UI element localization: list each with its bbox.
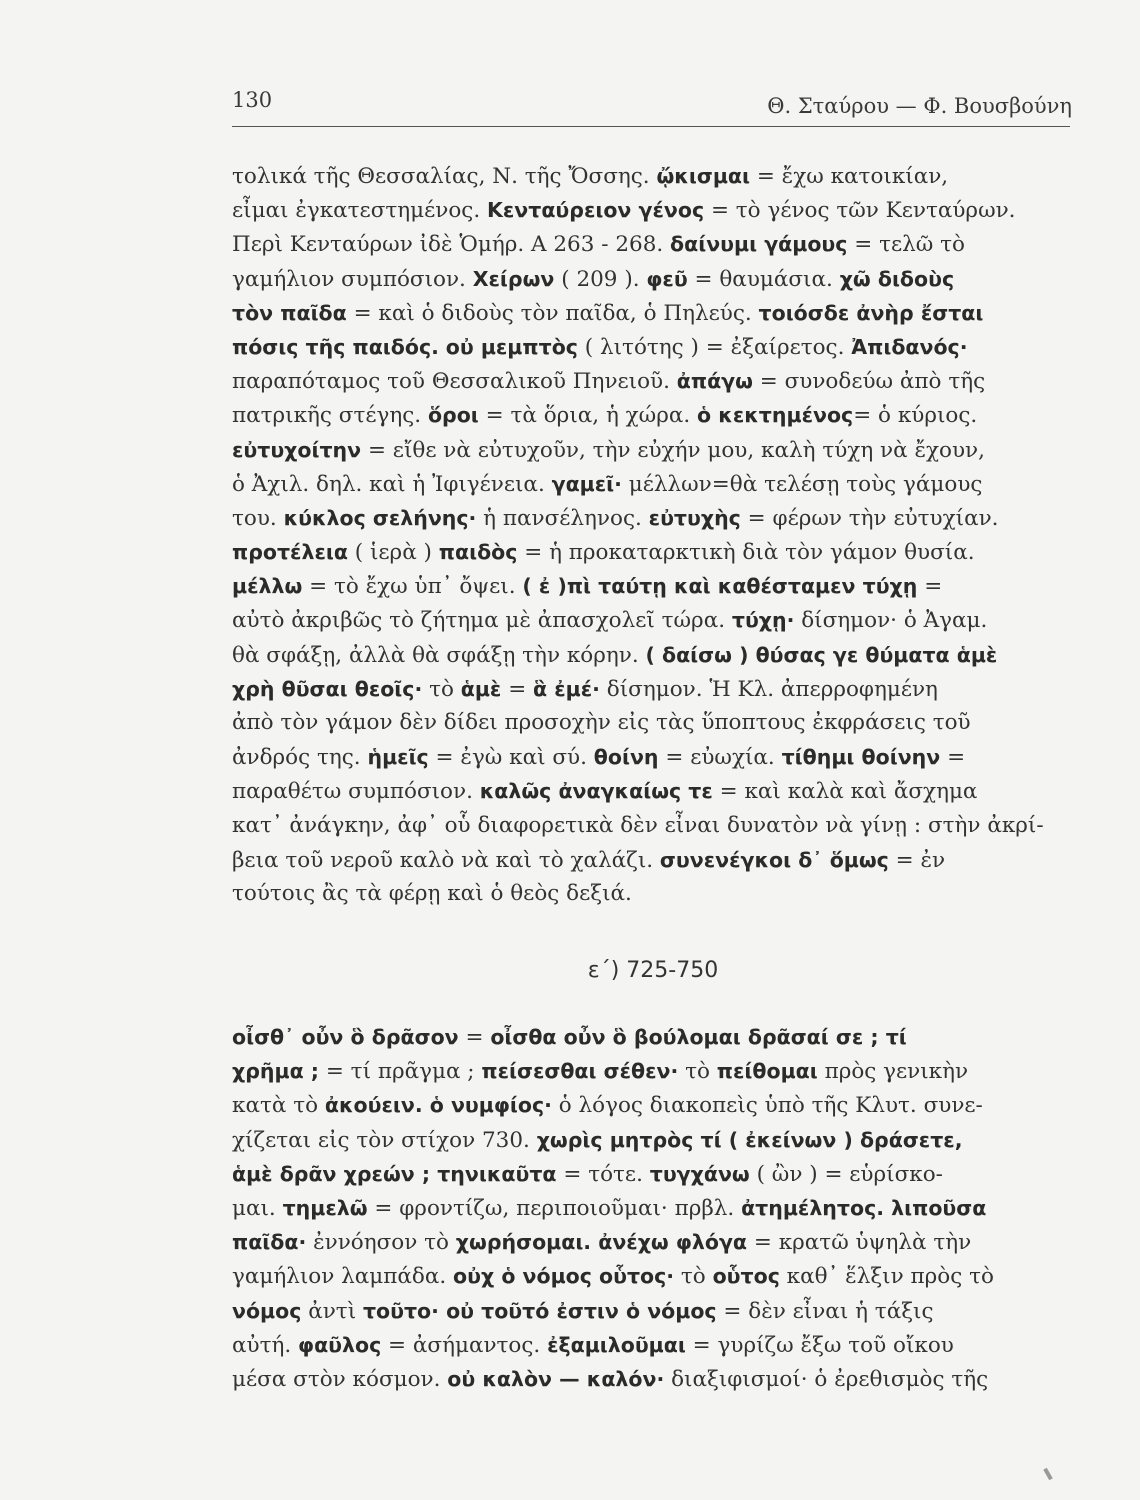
- lemma-term: Ἀπιδανός·: [851, 334, 968, 359]
- text-line: [232, 1191, 1074, 1225]
- gloss-text: Περὶ Κενταύρων ἰδὲ Ὁμήρ. Α 263 - 268.: [232, 232, 671, 258]
- text-line: [232, 1328, 1074, 1362]
- lemma-term: οἶσθα οὖν ὃ βούλομαι δρᾶσαί σε ; τί: [490, 1025, 907, 1049]
- gloss-text: θὰ σφάξῃ, ἀλλὰ θὰ σφάξῃ τὴν κόρην.: [232, 642, 646, 668]
- lemma-term: χῶ διδοὺς: [839, 266, 955, 291]
- gloss-text: = θαυμάσια.: [687, 266, 840, 292]
- gloss-text: κατ᾽ ἀνάγκην, ἀφ᾽ οὗ διαφορετικὰ δὲν εἶναι δυνατὸν νὰ γίνῃ : στὴν ἀκρί-: [232, 812, 1044, 838]
- lemma-term: ( δαίσω ) θύσας γε θύματα ἁμὲ: [645, 642, 998, 667]
- text-line: [232, 1123, 1074, 1157]
- gloss-text: παραθέτω συμπόσιον.: [232, 779, 480, 805]
- gloss-text: τολικά τῆς Θεσσαλίας, Ν. τῆς Ὄσσης.: [232, 164, 657, 189]
- lemma-term: θοίνη: [593, 745, 659, 770]
- lemma-term: τὸν παῖδα: [232, 300, 347, 325]
- lemma-term: οὐχ ὁ νόμος οὗτος·: [453, 1264, 675, 1289]
- gloss-text: = καὶ ὁ διδοὺς τὸν παῖδα, ὁ Πηλεύς.: [346, 300, 759, 326]
- lemma-term: τυγχάνω: [649, 1161, 750, 1186]
- text-line: [232, 193, 1074, 227]
- gloss-text: = τὰ ὅρια, ἡ χώρα.: [478, 403, 698, 429]
- gloss-text: = γυρίζω ἔξω τοῦ οἴκου: [685, 1332, 954, 1358]
- text-line: [232, 1088, 1074, 1122]
- gloss-text: = ἔχω κατοικίαν,: [749, 164, 949, 189]
- lemma-term: παῖδα·: [232, 1230, 307, 1255]
- text-line: [232, 740, 1074, 774]
- gloss-text: γαμήλιον συμπόσιον.: [232, 266, 473, 292]
- text-line: [232, 433, 1074, 467]
- gloss-text: = τὸ ἔχω ὑπ᾽ ὄψει.: [302, 574, 523, 600]
- text-line: [232, 1362, 1074, 1396]
- lemma-term: προτέλεια: [232, 540, 348, 565]
- lemma-term: ᾤκισμαι: [656, 164, 750, 188]
- text-line: [232, 1225, 1074, 1259]
- gloss-text: [439, 335, 446, 360]
- gloss-text: αὐτὸ ἀκριβῶς τὸ ζήτημα μὲ ἀπασχολεῖ τώρα.: [232, 608, 732, 634]
- lemma-term: ἀπάγω: [676, 369, 753, 394]
- lemma-term: Κενταύρειον γένος: [487, 198, 705, 223]
- gloss-text: ( 209 ).: [554, 266, 647, 292]
- lemma-term: ἡμεῖς: [367, 745, 429, 770]
- lemma-term: οὐ καλὸν — καλόν·: [447, 1366, 665, 1391]
- text-line: [232, 364, 1074, 398]
- text-line: [232, 672, 1074, 706]
- page-number: 130: [232, 88, 273, 112]
- text-line: [232, 603, 1074, 637]
- lemma-term: μέλλω: [232, 574, 303, 599]
- gloss-text: μέσα στὸν κόσμον.: [232, 1366, 448, 1392]
- lemma-term: χρῆμα ;: [232, 1059, 319, 1084]
- gloss-text: γαμήλιον λαμπάδα.: [232, 1264, 454, 1290]
- text-line: [232, 159, 1074, 193]
- gloss-text: =: [458, 1025, 491, 1050]
- gloss-text: ὁ λόγος διακοπεὶς ὑπὸ τῆς Κλυτ. συνε-: [551, 1093, 983, 1119]
- text-line: [232, 877, 1074, 911]
- lemma-term: ἁμὲ: [460, 676, 502, 701]
- gloss-text: = κρατῶ ὑψηλὰ τὴν: [747, 1230, 972, 1256]
- gloss-text: = φροντίζω, περιποιοῦμαι· πρβλ.: [367, 1195, 742, 1221]
- lemma-term: οἶσθ᾽ οὖν ὃ δρᾶσον: [232, 1025, 459, 1049]
- lemma-term: ἁμὲ δρᾶν χρεών ; τηνικαῦτα: [232, 1161, 557, 1186]
- text-line: [232, 398, 1074, 432]
- gloss-text: μαι.: [232, 1195, 283, 1221]
- lemma-term: πόσις τῆς παιδός.: [232, 334, 439, 359]
- commentary-paragraph-2: [232, 1020, 1074, 1396]
- lemma-term: χρὴ θῦσαι θεοῖς·: [232, 676, 423, 701]
- lemma-term: φεῦ: [646, 266, 688, 291]
- gloss-text: = ἐγὼ καὶ σύ.: [428, 745, 594, 771]
- gloss-text: τὸ: [678, 1059, 717, 1085]
- lemma-term: τοῦτο· οὐ τοῦτό ἐστιν ὁ νόμος: [362, 1298, 717, 1323]
- lemma-term: ὁ κεκτημένος: [697, 403, 854, 428]
- commentary-paragraph-1: [232, 159, 1074, 911]
- lemma-term: καλῶς ἀναγκαίως τε: [479, 779, 713, 804]
- gloss-text: χίζεται εἰς τὸν στίχον 730.: [232, 1127, 537, 1153]
- gloss-text: = τί πρᾶγμα ;: [319, 1059, 482, 1085]
- text-line: [232, 809, 1074, 843]
- text-line: [232, 1259, 1074, 1293]
- gloss-text: ( ὢν ) = εὑρίσκο-: [749, 1161, 943, 1187]
- text-line: [232, 296, 1074, 330]
- gloss-text: εἶμαι ἐγκατεστημένος.: [232, 198, 487, 224]
- lemma-term: Χείρων: [472, 266, 555, 291]
- lemma-term: δαίνυμι γάμους: [670, 232, 848, 257]
- gloss-text: ἡ πανσέληνος.: [476, 505, 649, 531]
- lemma-term: ( ἐ )πὶ ταύτῃ καὶ καθέσταμεν τύχῃ: [522, 574, 918, 599]
- lemma-term: εὐτυχοίτην: [232, 437, 362, 462]
- gloss-text: =: [940, 745, 966, 771]
- text-line: [232, 706, 1074, 740]
- gloss-text: =: [501, 676, 534, 702]
- gloss-text: = ἀσήμαντος.: [381, 1332, 548, 1358]
- lemma-term: χωρήσομαι. ἀνέχω φλόγα: [455, 1230, 748, 1255]
- gloss-text: = ἐν: [888, 847, 946, 873]
- lemma-term: ὅροι: [427, 403, 479, 428]
- text-line: [232, 501, 1074, 535]
- section-heading: ε΄) 725-750: [587, 958, 719, 983]
- gloss-text: δίσημον. Ἡ Κλ. ἀπερροφημένη: [599, 676, 938, 702]
- lemma-term: πείθομαι: [716, 1059, 818, 1084]
- lemma-term: ἐξαμιλοῦμαι: [547, 1332, 686, 1357]
- lemma-term: πείσεσθαι σέθεν·: [481, 1059, 679, 1084]
- gloss-text: = τότε.: [556, 1161, 650, 1187]
- gloss-text: παραπόταμος τοῦ Θεσσαλικοῦ Πηνειοῦ.: [232, 369, 677, 395]
- lemma-term: συνενέγκοι δ᾽ ὅμως: [659, 847, 889, 872]
- page-header: [232, 88, 1072, 122]
- lemma-term: φαῦλος: [298, 1332, 382, 1357]
- text-line: [232, 843, 1074, 877]
- header-rule: [232, 126, 1070, 127]
- scan-mark: [1043, 1468, 1052, 1480]
- gloss-text: = συνοδεύω ἀπὸ τῆς: [752, 369, 986, 395]
- text-line: [232, 330, 1074, 364]
- lemma-term: τημελῶ: [282, 1195, 368, 1220]
- gloss-text: δίσημον· ὁ Ἀγαμ.: [794, 608, 988, 634]
- running-head: Θ. Σταύρου — Φ. Βουσβούνη: [767, 94, 1072, 118]
- gloss-text: = δὲν εἶναι ἡ τάξις: [716, 1298, 934, 1324]
- text-line: [232, 1020, 1074, 1054]
- gloss-text: τὸ: [422, 676, 461, 702]
- lemma-term: παιδὸς: [438, 540, 518, 565]
- text-line: [232, 569, 1074, 603]
- gloss-text: βεια τοῦ νεροῦ καλὸ νὰ καὶ τὸ χαλάζι.: [232, 847, 660, 873]
- text-line: [232, 1157, 1074, 1191]
- gloss-text: = ὁ κύριος.: [853, 403, 978, 429]
- lemma-term: νόμος: [232, 1298, 302, 1323]
- gloss-text: ὁ Ἀχιλ. δηλ. καὶ ἡ Ἰφιγένεια.: [232, 471, 552, 497]
- text-line: [232, 262, 1074, 296]
- gloss-text: ἀνδρός της.: [232, 745, 368, 771]
- text-line: [232, 467, 1074, 501]
- lemma-term: οὐ μεμπτὸς: [445, 334, 578, 359]
- gloss-text: διαξιφισμοί· ὁ ἐρεθισμὸς τῆς: [664, 1366, 989, 1392]
- lemma-term: κύκλος σελήνης·: [283, 505, 477, 530]
- gloss-text: μέλλων=θὰ τελέσῃ τοὺς γάμους: [621, 471, 983, 497]
- gloss-text: πρὸς γενικὴν: [817, 1059, 969, 1085]
- gloss-text: ἐννόησον τὸ: [306, 1230, 456, 1256]
- text-line: [232, 535, 1074, 569]
- text-line: [232, 774, 1074, 808]
- gloss-text: αὐτή.: [232, 1332, 299, 1358]
- text-line: [232, 227, 1074, 261]
- gloss-text: = καὶ καλὰ καὶ ἄσχημα: [712, 779, 978, 805]
- gloss-text: τούτοις ἂς τὰ φέρῃ καὶ ὁ θεὸς δεξιά.: [232, 880, 632, 906]
- lemma-term: ἀκούειν. ὁ νυμφίος·: [324, 1093, 552, 1118]
- lemma-term: χωρὶς μητρὸς τί ( ἐκείνων ) δράσετε,: [536, 1127, 963, 1152]
- gloss-text: = ἡ προκαταρκτικὴ διὰ τὸν γάμον θυσία.: [517, 540, 975, 566]
- lemma-term: ἀτημέλητος. λιποῦσα: [741, 1195, 987, 1220]
- gloss-text: κατὰ τὸ: [232, 1093, 325, 1119]
- gloss-text: του.: [232, 505, 284, 531]
- text-line: [232, 1054, 1074, 1088]
- text-line: [232, 1294, 1074, 1328]
- gloss-text: = τὸ γένος τῶν Κενταύρων.: [704, 198, 1016, 224]
- lemma-term: εὐτυχὴς: [648, 505, 741, 530]
- gloss-text: τὸ: [674, 1264, 713, 1290]
- gloss-text: = εἴθε νὰ εὐτυχοῦν, τὴν εὐχήν μου, καλὴ τύχη νὰ ἔχουν,: [361, 437, 985, 463]
- gloss-text: ( ἱερὰ ): [347, 540, 439, 566]
- lemma-term: γαμεῖ·: [551, 471, 622, 496]
- gloss-text: = εὐωχία.: [658, 745, 782, 771]
- gloss-text: ἀπὸ τὸν γάμον δὲν δίδει προσοχὴν εἰς τὰς ὕποπτους ἐκφράσεις τοῦ: [232, 710, 971, 735]
- lemma-term: ἃ ἐμέ·: [533, 676, 600, 701]
- gloss-text: = τελῶ τὸ: [847, 232, 965, 258]
- gloss-text: καθ᾽ ἕλξιν πρὸς τὸ: [779, 1264, 994, 1290]
- lemma-term: τίθημι θοίνην: [781, 745, 941, 770]
- gloss-text: ( λιτότης ) = ἐξαίρετος.: [577, 334, 852, 360]
- gloss-text: =: [917, 574, 943, 600]
- lemma-term: τοιόσδε ἀνὴρ ἔσται: [758, 300, 984, 325]
- text-line: [232, 638, 1074, 672]
- gloss-text: = φέρων τὴν εὐτυχίαν.: [740, 505, 999, 531]
- gloss-text: ἀντὶ: [301, 1298, 363, 1324]
- gloss-text: πατρικῆς στέγης.: [232, 403, 428, 429]
- lemma-term: τύχῃ·: [731, 608, 795, 633]
- lemma-term: οὗτος: [712, 1264, 780, 1289]
